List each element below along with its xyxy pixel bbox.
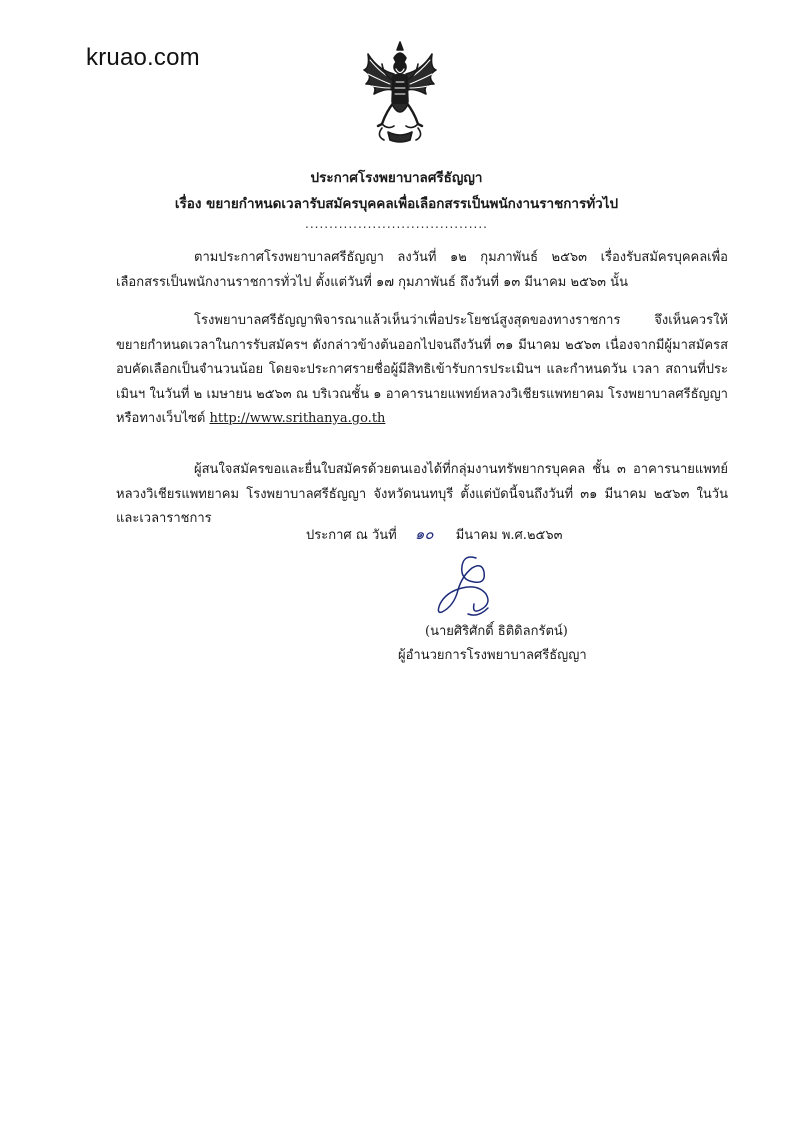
signer-position: ผู้อำนวยการโรงพยาบาลศรีธัญญา [398, 648, 587, 663]
document-title: ประกาศโรงพยาบาลศรีธัญญา [310, 170, 483, 186]
title-separator: ...................................... [305, 217, 488, 231]
signer-name: (นายศิริศักดิ์ ธิติดิลกรัตน์) [425, 624, 568, 639]
paragraph-2 [116, 309, 728, 432]
announcement-date [306, 522, 569, 546]
document-subject: เรื่อง ขยายกำหนดเวลารับสมัครบุคคลเพื่อเลือกสรรเป็นพนักงานราชการทั่วไป [174, 196, 619, 212]
handwritten-signature-icon [428, 552, 508, 622]
garuda-emblem-icon [360, 40, 440, 144]
paragraph-2-text: โรงพยาบาลศรีธัญญาพิจารณาแล้วเห็นว่าเพื่อประโยชน์สูงสุดของทางราชการ จึงเห็นควรให้ขยายกำหนดเวลาในการรับสมัครฯ ดังกล่าวข้างต้นออกไปจนถึงวันที่ ๓๑ มีนาคม ๒๕๖๓ เนื่องจากมีผู้มาสมัครสอบคัดเลือกเป็นจำนวนน้อย โดยจะประกาศรายชื่อผู้มีสิทธิเข้ารับการประเมินฯ และกำหนดวัน เวลา สถานที่ประเมินฯ ในวันที่ ๒ เมษายน ๒๕๖๓ ณ บริเวณชั้น ๑ อาคารนายแพทย์หลวงวิเชียรแพทยาคม โรงพยาบาลศรีธัญญา หรือทางเว็บไซต์ [116, 313, 728, 426]
announcement-date-prefix: ประกาศ ณ วันที่ [306, 528, 397, 543]
announcement-date-month-year: มีนาคม พ.ศ.๒๕๖๓ [455, 528, 563, 543]
paragraph-3: ผู้สนใจสมัครขอและยื่นใบสมัครด้วยตนเองได้ที่กลุ่มงานทรัพยากรบุคคล ชั้น ๓ อาคารนายแพทย์หลวงวิเชียรแพทยาคม โรงพยาบาลศรีธัญญา จังหวัดนนทบุรี ตั้งแต่บัดนี้จนถึงวันที่ ๓๑ มีนาคม ๒๕๖๓ ในวันและเวลาราชการ [116, 462, 728, 526]
announcement-date-day: ๑๐ [414, 525, 434, 543]
paragraph-1: ตามประกาศโรงพยาบาลศรีธัญญา ลงวันที่ ๑๒ กุมภาพันธ์ ๒๕๖๓ เรื่องรับสมัครบุคคลเพื่อเลือกสรรเป็นพนักงานราชการทั่วไป ตั้งแต่วันที่ ๑๗ กุมภาพันธ์ ถึงวันที่ ๑๓ มีนาคม ๒๕๖๓ นั้น [116, 250, 728, 290]
website-link[interactable]: http://www.srithanya.go.th [209, 411, 386, 426]
watermark-text: kruao.com [86, 44, 200, 71]
